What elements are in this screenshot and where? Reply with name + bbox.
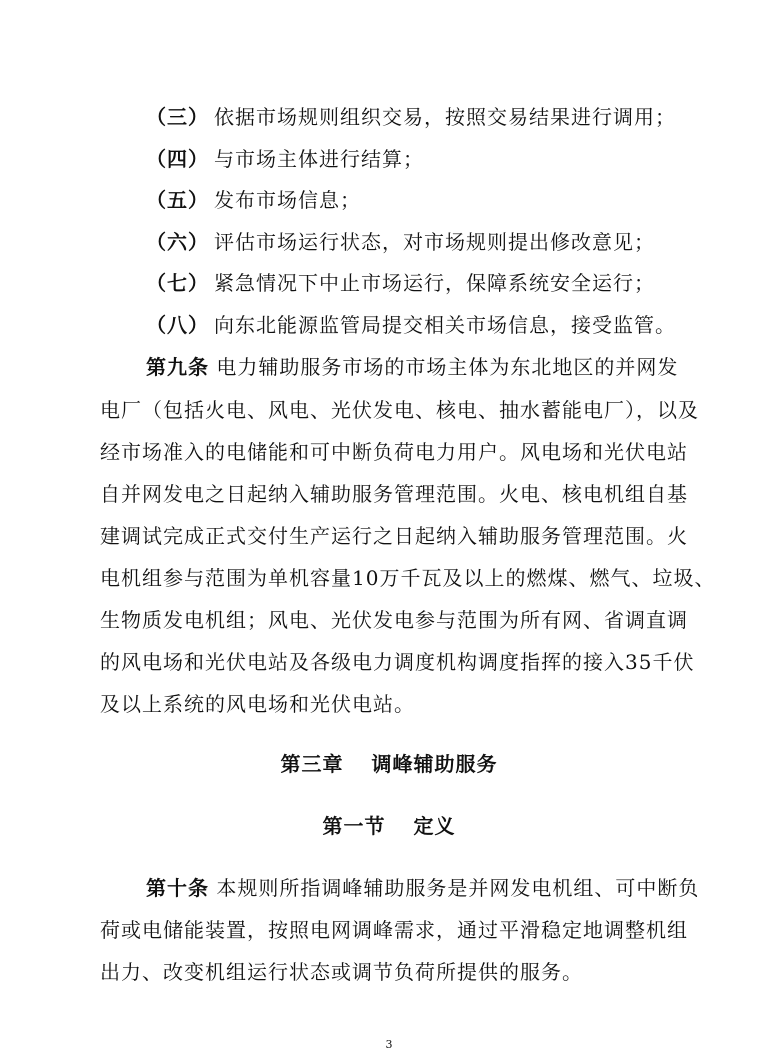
list-item [146, 311, 778, 339]
article-line: 及以上系统的风电场和光伏电站。 [100, 692, 415, 716]
item-text: 紧急情况下中止市场运行，保障系统安全运行； [214, 271, 655, 295]
article-label: 第十条 [146, 876, 209, 900]
chapter-heading [0, 750, 778, 778]
item-text: 向东北能源监管局提交相关市场信息，接受监管。 [214, 313, 676, 337]
item-number: （三） [146, 105, 209, 129]
item-number: （八） [146, 313, 209, 337]
article-line: 荷或电储能装置，按照电网调峰需求，通过平滑稳定地调整机组 [100, 918, 688, 942]
list-item [146, 228, 778, 256]
list-item [146, 186, 778, 214]
list-item [146, 103, 778, 131]
item-number: （四） [146, 147, 209, 171]
article-9-first-line [146, 353, 778, 381]
article-text: 本规则所指调峰辅助服务是并网发电机组、可中断负 [216, 876, 700, 900]
article-line: 自并网发电之日起纳入辅助服务管理范围。火电、核电机组自基 [100, 482, 688, 506]
item-text: 依据市场规则组织交易，按照交易结果进行调用； [214, 105, 676, 129]
item-text: 与市场主体进行结算； [214, 147, 424, 171]
section-number: 第一节 [322, 814, 386, 838]
item-text: 评估市场运行状态，对市场规则提出修改意见； [214, 230, 655, 254]
article-line: 电机组参与范围为单机容量10万千瓦及以上的燃煤、燃气、垃圾、 [100, 566, 716, 590]
article-10-first-line [146, 874, 778, 902]
list-item [146, 145, 778, 173]
article-line: 生物质发电机组；风电、光伏发电参与范围为所有网、省调直调 [100, 608, 688, 632]
item-text: 发布市场信息； [214, 188, 361, 212]
article-line: 建调试完成正式交付生产运行之日起纳入辅助服务管理范围。火 [100, 524, 688, 548]
section-heading [0, 812, 778, 840]
item-number: （七） [146, 271, 209, 295]
page-number: 3 [385, 1038, 393, 1051]
section-title: 定义 [413, 814, 456, 838]
chapter-title: 调峰辅助服务 [371, 752, 498, 776]
list-item [146, 269, 778, 297]
article-line: 经市场准入的电储能和可中断负荷电力用户。风电场和光伏电站 [100, 440, 688, 464]
article-line: 电厂（包括火电、风电、光伏发电、核电、抽水蓄能电厂），以及 [100, 398, 699, 422]
chapter-number: 第三章 [280, 752, 344, 776]
item-number: （六） [146, 230, 209, 254]
article-line: 出力、改变机组运行状态或调节负荷所提供的服务。 [100, 960, 583, 984]
article-line: 的风电场和光伏电站及各级电力调度机构调度指挥的接入35千伏 [100, 650, 695, 674]
item-number: （五） [146, 188, 209, 212]
article-label: 第九条 [146, 355, 209, 379]
article-text: 电力辅助服务市场的市场主体为东北地区的并网发 [216, 355, 679, 379]
